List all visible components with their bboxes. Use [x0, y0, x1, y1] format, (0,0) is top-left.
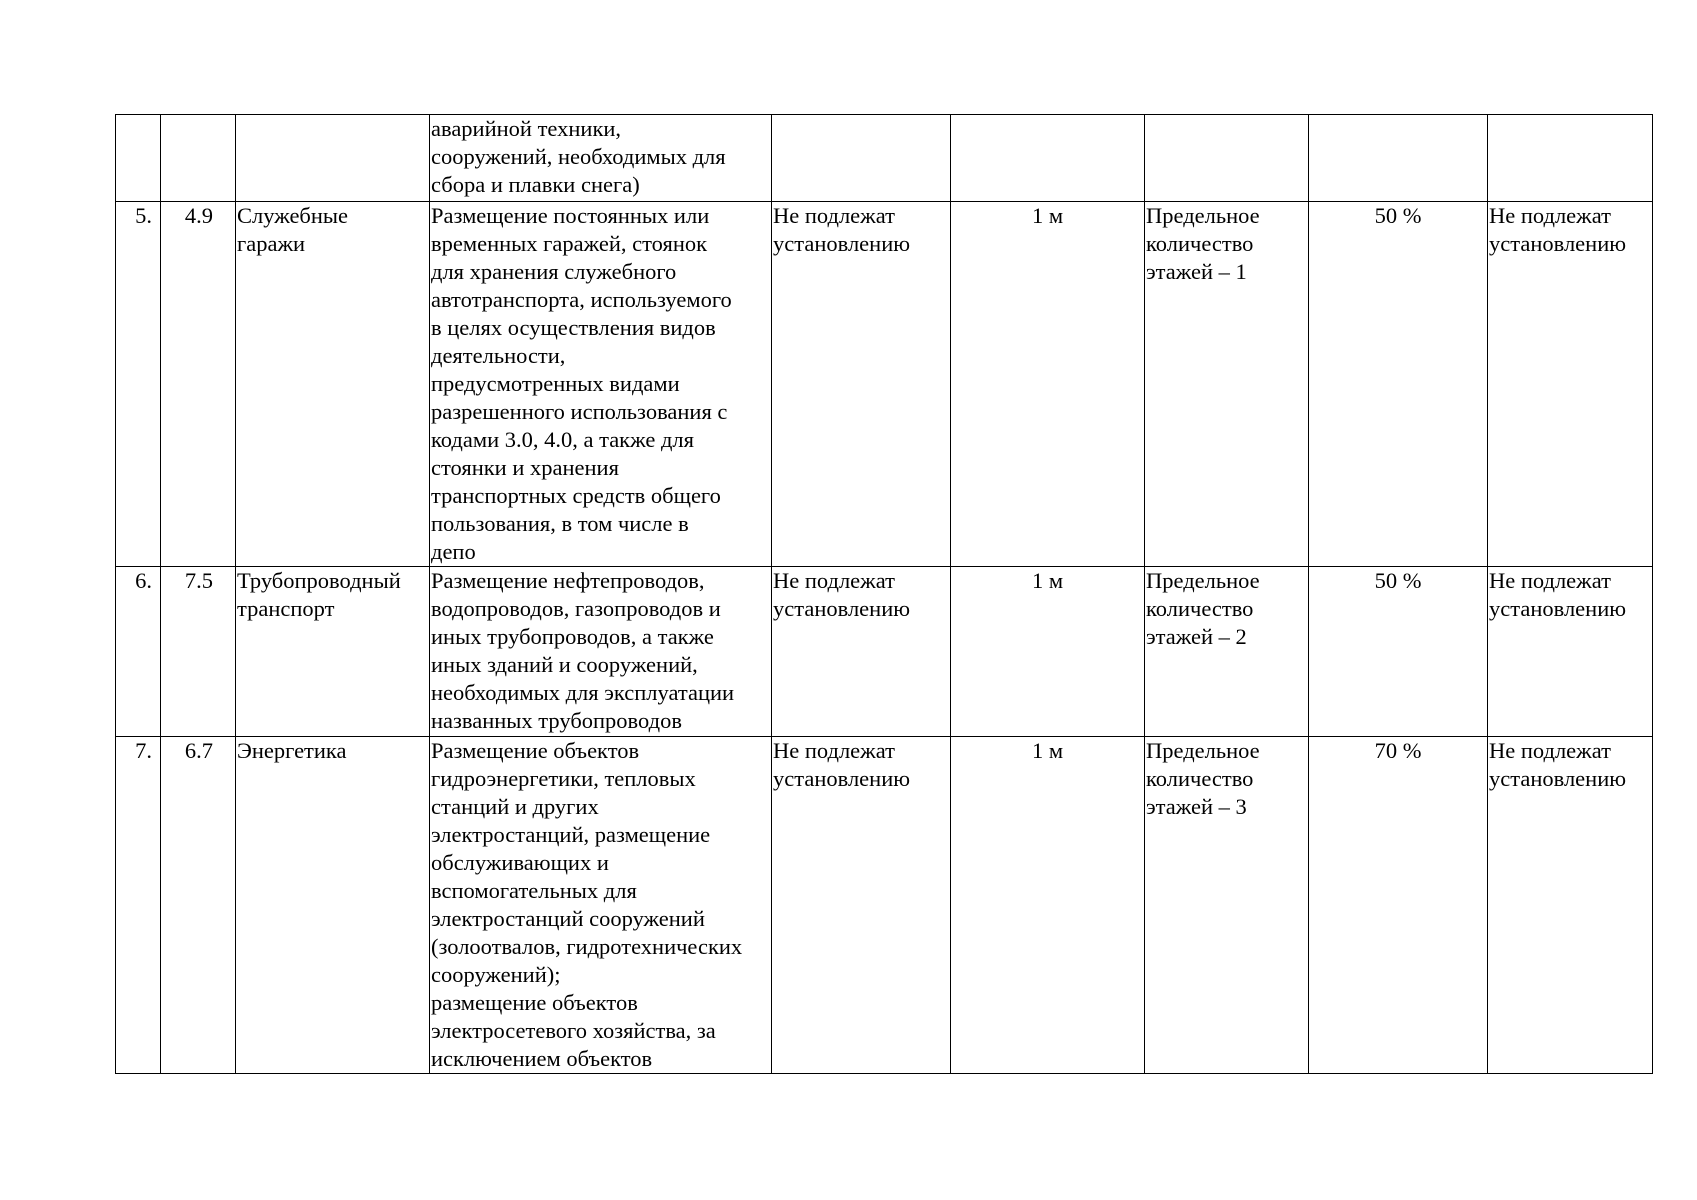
column-9-value: Не подлежат установлению — [1488, 202, 1653, 567]
column-8-value: 50 % — [1309, 202, 1488, 567]
column-8-value: 50 % — [1309, 567, 1488, 737]
column-7-value: Предельное количество этажей – 1 — [1145, 202, 1309, 567]
row-number: 7. — [116, 737, 161, 1074]
use-code: 7.5 — [161, 567, 236, 737]
column-7-value — [1145, 115, 1309, 202]
use-description: Размещение нефтепроводов, водопроводов, газопроводов и иных трубопроводов, а также иных зданий и сооружений, необходимых для эксплуатации названных трубопроводов — [430, 567, 772, 737]
column-7-value: Предельное количество этажей – 3 — [1145, 737, 1309, 1074]
use-name: Трубопроводный транспорт — [236, 567, 430, 737]
row-number — [116, 115, 161, 202]
use-name: Служебные гаражи — [236, 202, 430, 567]
use-name — [236, 115, 430, 202]
use-description: Размещение постоянных или временных гаражей, стоянок для хранения служебного автотранспорта, используемого в целях осуществления видов деятельности, предусмотренных видами разрешенного использования с кодами 3.0, 4.0, а также для стоянки и хранения транспортных средств общего пользования, в том числе в депо — [430, 202, 772, 567]
use-code — [161, 115, 236, 202]
column-7-value: Предельное количество этажей – 2 — [1145, 567, 1309, 737]
regulations-table — [115, 114, 1653, 1074]
use-code: 6.7 — [161, 737, 236, 1074]
column-9-value — [1488, 115, 1653, 202]
column-5-value: Не подлежат установлению — [772, 567, 951, 737]
column-9-value: Не подлежат установлению — [1488, 737, 1653, 1074]
column-6-value: 1 м — [951, 202, 1145, 567]
column-5-value — [772, 115, 951, 202]
column-9-value: Не подлежат установлению — [1488, 567, 1653, 737]
use-description: Размещение объектов гидроэнергетики, тепловых станций и других электростанций, размещение обслуживающих и вспомогательных для электростанций сооружений (золоотвалов, гидротехнических сооружений); размещение объектов электросетевого хозяйства, за исключением объектов — [430, 737, 772, 1074]
use-description: аварийной техники, сооружений, необходимых для сбора и плавки снега) — [430, 115, 772, 202]
table-row — [116, 737, 1653, 1074]
table-row — [116, 115, 1653, 202]
column-5-value: Не подлежат установлению — [772, 202, 951, 567]
column-5-value: Не подлежат установлению — [772, 737, 951, 1074]
column-8-value: 70 % — [1309, 737, 1488, 1074]
use-code: 4.9 — [161, 202, 236, 567]
column-6-value — [951, 115, 1145, 202]
use-name: Энергетика — [236, 737, 430, 1074]
row-number: 5. — [116, 202, 161, 567]
row-number: 6. — [116, 567, 161, 737]
table-row — [116, 567, 1653, 737]
column-6-value: 1 м — [951, 737, 1145, 1074]
column-6-value: 1 м — [951, 567, 1145, 737]
table-row — [116, 202, 1653, 567]
column-8-value — [1309, 115, 1488, 202]
